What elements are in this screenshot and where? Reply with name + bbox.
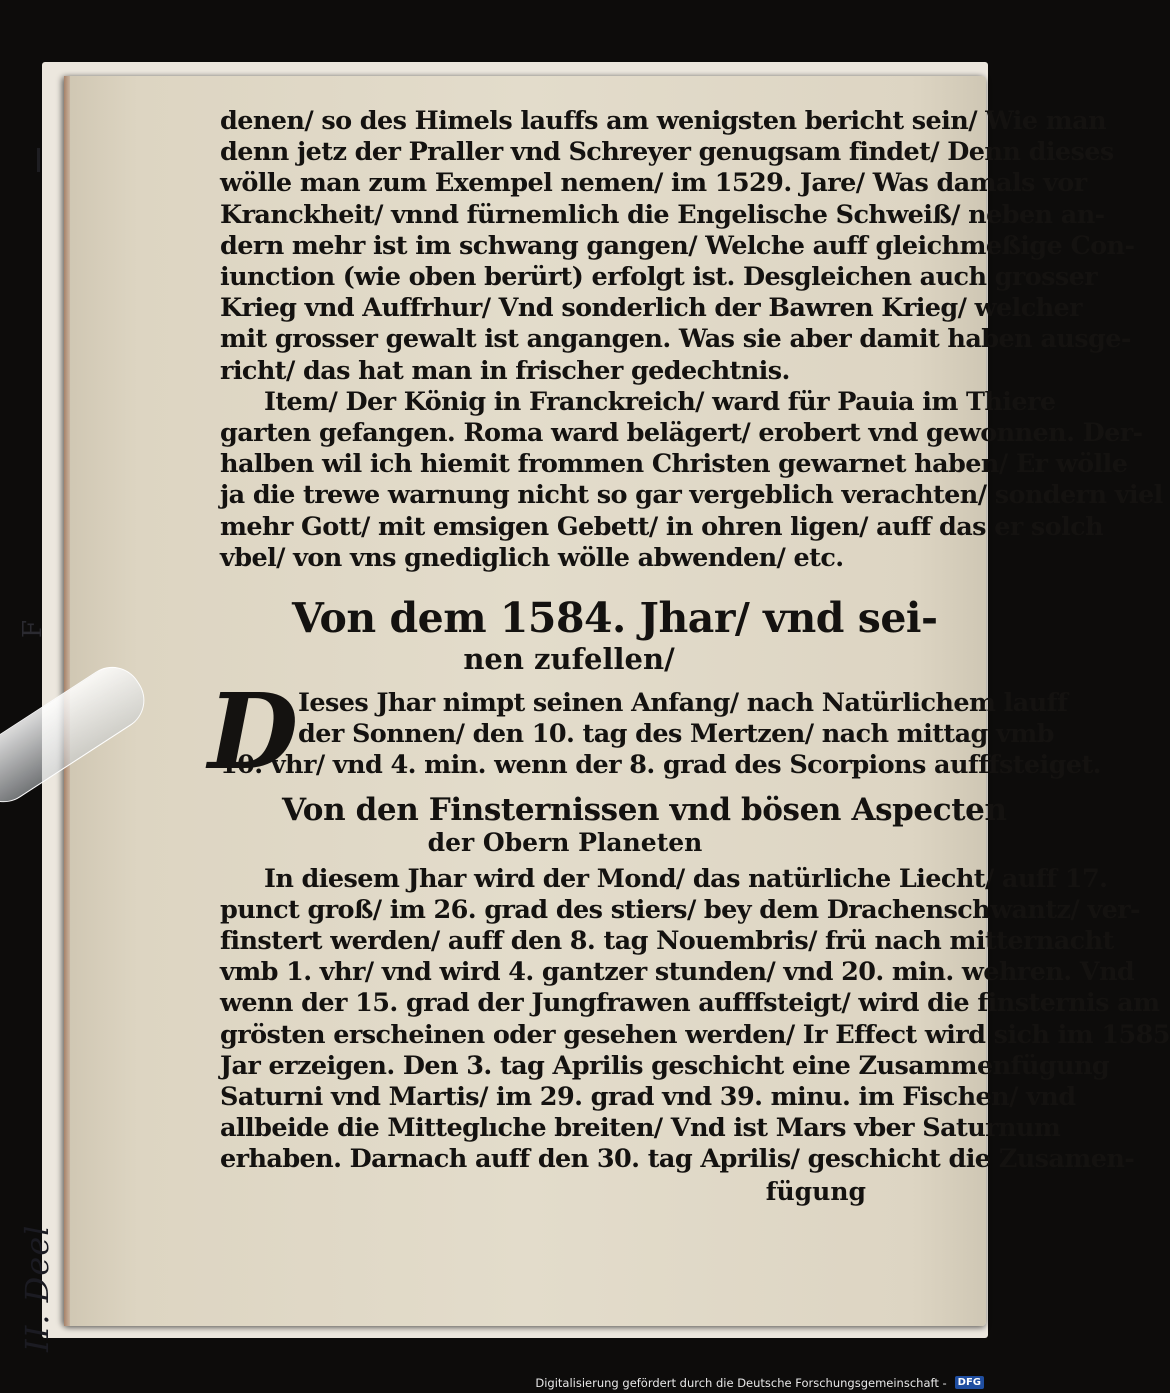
section-heading: Von dem 1584. Jhar/ vnd sei- bbox=[292, 594, 938, 643]
text-line: der Sonnen/ den 10. tag des Mertzen/ nach mittag vmb bbox=[298, 719, 1054, 750]
dfg-logo: DFG bbox=[955, 1376, 984, 1389]
text-line: denen/ so des Himels lauffs am wenigsten bericht sein/ Wie man bbox=[220, 106, 1107, 136]
spine-letter: F bbox=[18, 619, 49, 639]
text-line: Saturni vnd Martis/ im 29. grad vnd 39. minu. im Fischen/ vnd bbox=[220, 1082, 1076, 1113]
subsection-heading: Von den Finsternissen vnd bösen Aspecten bbox=[282, 791, 1007, 828]
paragraph-1 bbox=[220, 106, 1135, 387]
text-line: Jar erzeigen. Den 3. tag Aprilis geschicht eine Zusammenfügung bbox=[220, 1050, 1110, 1081]
drop-cap: D bbox=[208, 670, 299, 794]
text-line: Krieg vnd Auffrhur/ Vnd sonderlich der Bawren Krieg/ welcher bbox=[220, 293, 1083, 324]
text-line: halben wil ich hiemit frommen Christen gewarnet haben/ Er wölle bbox=[220, 449, 1128, 480]
text-line: mit grosser gewalt ist angangen. Was sie aber damit haben ausge- bbox=[220, 324, 1131, 355]
text-line: Item/ Der König in Franckreich/ ward für Pauia im Thiere bbox=[264, 386, 1056, 417]
page-text bbox=[208, 106, 1170, 1207]
text-line: wölle man zum Exempel nemen/ im 1529. Jare/ Was damals vor bbox=[220, 168, 1087, 199]
text-line: finstert werden/ auff den 8. tag Nouembris/ frü nach mitternacht bbox=[220, 926, 1114, 957]
spine-label-text: II. Deel bbox=[18, 1224, 56, 1352]
spine-label bbox=[14, 1120, 54, 1350]
text-line: ja die trewe warnung nicht so gar vergeblich verachten/ sondern viel bbox=[220, 480, 1163, 511]
paragraph-2 bbox=[208, 670, 1101, 794]
text-line: erhaben. Darnach auff den 30. tag Aprilis/ geschicht die Zusamen- bbox=[220, 1144, 1135, 1175]
text-line: dern mehr ist im schwang gangen/ Welche auff gleichmeßige Con- bbox=[220, 230, 1135, 261]
text-line: allbeide die Mitteglıche breiten/ Vnd ist Mars vber Saturnum bbox=[220, 1113, 1061, 1144]
text-line: 10. vhr/ vnd 4. min. wenn der 8. grad des Scorpions aufffsteiget. bbox=[220, 750, 1101, 781]
text-line: punct groß/ im 26. grad des stiers/ bey dem Drachenschwantz/ ver- bbox=[220, 894, 1141, 925]
footer-bar bbox=[0, 1372, 1000, 1393]
text-line: wenn der 15. grad der Jungfrawen aufffsteigt/ wird die finsternis am bbox=[220, 988, 1160, 1019]
funding-credit: Digitalisierung gefördert durch die Deutsche Forschungsgemeinschaft - bbox=[535, 1375, 947, 1390]
subsection-heading-continued: der Obern Planeten bbox=[427, 827, 703, 857]
text-line: In diesem Jhar wird der Mond/ das natürliche Liecht/ auff 17. bbox=[264, 863, 1108, 894]
text-line: Ieses Jhar nimpt seinen Anfang/ nach Natürlichem lauff bbox=[298, 688, 1068, 719]
paragraph-1b bbox=[220, 386, 1163, 574]
spine-tick bbox=[37, 148, 40, 172]
catchword: fügung bbox=[765, 1176, 866, 1206]
text-line: Kranckheit/ vnnd fürnemlich die Engelische Schweiß/ neben an- bbox=[220, 199, 1105, 230]
section-heading-continued: nen zufellen/ bbox=[463, 642, 675, 677]
text-line: denn jetz der Praller vnd Schreyer genugsam findet/ Denn dieses bbox=[220, 137, 1114, 168]
text-line: iunction (wie oben berürt) erfolgt ist. Desgleichen auch grosser bbox=[220, 262, 1098, 293]
paragraph-3 bbox=[220, 863, 1170, 1176]
text-line: vmb 1. vhr/ vnd wird 4. gantzer stunden/ vnd 20. min. wehren. Vnd bbox=[220, 957, 1135, 988]
text-line: richt/ das hat man in frischer gedechtnis. bbox=[220, 355, 790, 386]
text-line: grösten erscheinen oder gesehen werden/ Ir Effect wird sich im 1585 bbox=[220, 1019, 1170, 1050]
text-line: mehr Gott/ mit emsigen Gebett/ in ohren ligen/ auff das er solch bbox=[220, 511, 1104, 542]
text-line: garten gefangen. Roma ward belägert/ erobert vnd gewonnen. Der- bbox=[220, 418, 1143, 449]
text-line: vbel/ von vns gnediglich wölle abwenden/ etc. bbox=[220, 542, 844, 573]
